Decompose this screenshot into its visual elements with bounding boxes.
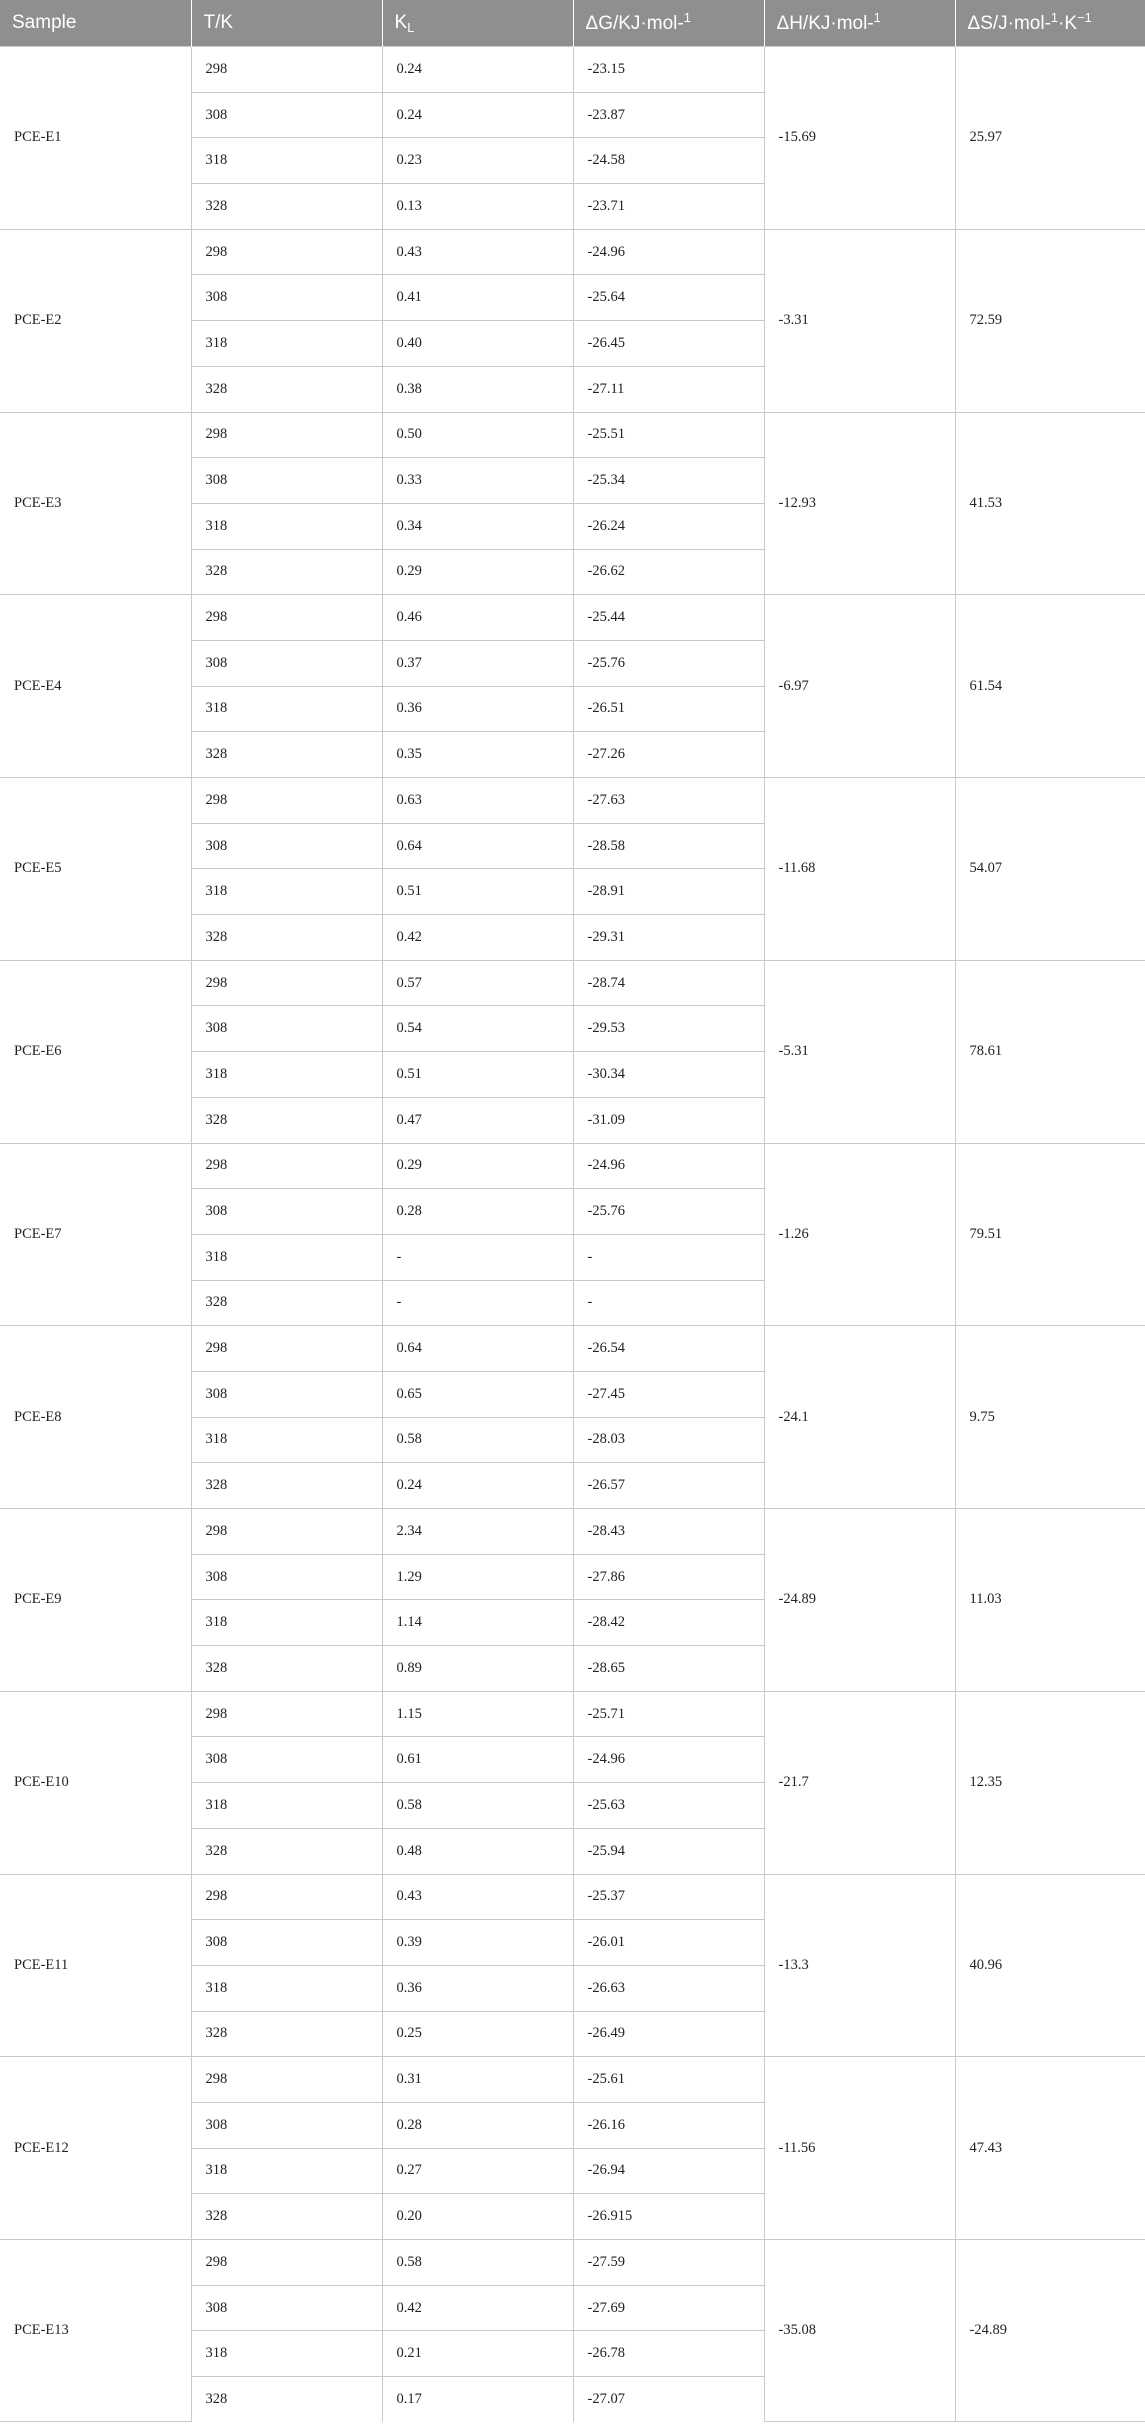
delta-g-cell: -24.96	[573, 229, 764, 275]
delta-g-cell: -26.63	[573, 1965, 764, 2011]
kl-cell: 0.17	[382, 2377, 573, 2422]
kl-cell: 0.48	[382, 1828, 573, 1874]
table-row	[0, 1874, 1145, 1920]
temperature-cell: 328	[191, 2194, 382, 2240]
delta-g-cell: -30.34	[573, 1052, 764, 1098]
sample-name-cell: PCE-E12	[0, 2057, 191, 2240]
delta-g-cell: -25.63	[573, 1783, 764, 1829]
kl-cell: 0.50	[382, 412, 573, 458]
kl-cell: 0.38	[382, 366, 573, 412]
delta-g-cell: -26.49	[573, 2011, 764, 2057]
delta-h-cell: -6.97	[764, 595, 955, 778]
delta-g-cell: -28.42	[573, 1600, 764, 1646]
kl-cell: 0.41	[382, 275, 573, 321]
kl-cell: 0.21	[382, 2331, 573, 2377]
delta-g-cell: -26.62	[573, 549, 764, 595]
delta-h-cell: -5.31	[764, 960, 955, 1143]
table-row	[0, 412, 1145, 458]
kl-cell: 1.14	[382, 1600, 573, 1646]
kl-cell: 0.20	[382, 2194, 573, 2240]
kl-cell: 0.36	[382, 686, 573, 732]
table-body	[0, 47, 1145, 2422]
temperature-cell: 318	[191, 1783, 382, 1829]
kl-cell: 0.25	[382, 2011, 573, 2057]
kl-cell: 0.33	[382, 458, 573, 504]
delta-h-cell: -24.89	[764, 1509, 955, 1692]
kl-cell: 0.63	[382, 778, 573, 824]
header-delta-h: ΔH/KJ·mol-$^1$	[764, 0, 955, 47]
delta-h-cell: -15.69	[764, 47, 955, 230]
kl-cell: 0.64	[382, 1326, 573, 1372]
table-header	[0, 0, 1145, 47]
temperature-cell: 298	[191, 229, 382, 275]
delta-g-cell: -25.44	[573, 595, 764, 641]
delta-s-cell: 41.53	[955, 412, 1145, 595]
kl-cell: 0.51	[382, 869, 573, 915]
kl-cell: 0.57	[382, 960, 573, 1006]
delta-g-cell: -25.37	[573, 1874, 764, 1920]
temperature-cell: 318	[191, 686, 382, 732]
delta-g-cell: -25.76	[573, 1189, 764, 1235]
kl-cell: 0.43	[382, 1874, 573, 1920]
kl-cell: 0.40	[382, 321, 573, 367]
delta-h-cell: -12.93	[764, 412, 955, 595]
kl-cell: 0.42	[382, 915, 573, 961]
delta-g-cell: -26.51	[573, 686, 764, 732]
temperature-cell: 328	[191, 1828, 382, 1874]
temperature-cell: 328	[191, 1097, 382, 1143]
delta-g-cell: -27.59	[573, 2240, 764, 2286]
kl-cell: 0.28	[382, 1189, 573, 1235]
temperature-cell: 318	[191, 321, 382, 367]
delta-g-cell: -26.24	[573, 503, 764, 549]
temperature-cell: 308	[191, 2285, 382, 2331]
temperature-cell: 328	[191, 1463, 382, 1509]
delta-s-cell: 78.61	[955, 960, 1145, 1143]
delta-g-cell: -23.15	[573, 47, 764, 93]
delta-s-cell: 61.54	[955, 595, 1145, 778]
temperature-cell: 298	[191, 2057, 382, 2103]
delta-g-cell: -28.74	[573, 960, 764, 1006]
temperature-cell: 308	[191, 1189, 382, 1235]
delta-g-cell: -	[573, 1280, 764, 1326]
sample-name-cell: PCE-E1	[0, 47, 191, 230]
temperature-cell: 308	[191, 1371, 382, 1417]
delta-g-cell: -25.61	[573, 2057, 764, 2103]
temperature-cell: 318	[191, 1417, 382, 1463]
temperature-cell: 298	[191, 960, 382, 1006]
delta-g-cell: -27.11	[573, 366, 764, 412]
temperature-cell: 298	[191, 412, 382, 458]
temperature-cell: 308	[191, 1006, 382, 1052]
temperature-cell: 328	[191, 2377, 382, 2422]
temperature-cell: 308	[191, 640, 382, 686]
kl-cell: 0.65	[382, 1371, 573, 1417]
delta-g-cell: -24.96	[573, 1143, 764, 1189]
kl-cell: 0.31	[382, 2057, 573, 2103]
kl-cell: 0.58	[382, 1417, 573, 1463]
header-delta-g: ΔG/KJ·mol-$^1$	[573, 0, 764, 47]
temperature-cell: 308	[191, 1737, 382, 1783]
delta-g-cell: -24.58	[573, 138, 764, 184]
temperature-cell: 318	[191, 2331, 382, 2377]
kl-cell: 0.58	[382, 2240, 573, 2286]
delta-g-cell: -28.03	[573, 1417, 764, 1463]
delta-g-cell: -26.57	[573, 1463, 764, 1509]
table-row	[0, 229, 1145, 275]
kl-cell: 0.28	[382, 2102, 573, 2148]
table-row	[0, 2240, 1145, 2286]
temperature-cell: 308	[191, 1554, 382, 1600]
delta-h-cell: -24.1	[764, 1326, 955, 1509]
delta-s-cell: 79.51	[955, 1143, 1145, 1326]
temperature-cell: 298	[191, 2240, 382, 2286]
delta-h-cell: -11.56	[764, 2057, 955, 2240]
temperature-cell: 308	[191, 2102, 382, 2148]
header-row	[0, 0, 1145, 47]
kl-cell: 0.54	[382, 1006, 573, 1052]
delta-g-cell: -25.64	[573, 275, 764, 321]
sample-name-cell: PCE-E10	[0, 1691, 191, 1874]
temperature-cell: 298	[191, 778, 382, 824]
delta-g-cell: -29.31	[573, 915, 764, 961]
delta-h-cell: -11.68	[764, 778, 955, 961]
table-row	[0, 47, 1145, 93]
kl-cell: 0.24	[382, 1463, 573, 1509]
temperature-cell: 298	[191, 1691, 382, 1737]
delta-g-cell: -24.96	[573, 1737, 764, 1783]
delta-g-cell: -26.16	[573, 2102, 764, 2148]
delta-g-cell: -23.71	[573, 184, 764, 230]
delta-g-cell: -27.86	[573, 1554, 764, 1600]
temperature-cell: 328	[191, 366, 382, 412]
kl-cell: 0.61	[382, 1737, 573, 1783]
temperature-cell: 308	[191, 823, 382, 869]
kl-cell: 0.42	[382, 2285, 573, 2331]
sample-name-cell: PCE-E11	[0, 1874, 191, 2057]
temperature-cell: 318	[191, 138, 382, 184]
kl-cell: 2.34	[382, 1509, 573, 1555]
table-row	[0, 1143, 1145, 1189]
delta-s-cell: 9.75	[955, 1326, 1145, 1509]
kl-cell: 0.35	[382, 732, 573, 778]
table-row	[0, 778, 1145, 824]
header-kl: $K_L$	[382, 0, 573, 47]
delta-s-cell: 25.97	[955, 47, 1145, 230]
temperature-cell: 318	[191, 1965, 382, 2011]
temperature-cell: 298	[191, 595, 382, 641]
delta-g-cell: -26.01	[573, 1920, 764, 1966]
delta-g-cell: -26.94	[573, 2148, 764, 2194]
delta-g-cell: -29.53	[573, 1006, 764, 1052]
delta-g-cell: -27.69	[573, 2285, 764, 2331]
temperature-cell: 328	[191, 1646, 382, 1692]
temperature-cell: 298	[191, 47, 382, 93]
header-sample: Sample	[0, 0, 191, 47]
delta-g-cell: -28.91	[573, 869, 764, 915]
delta-g-cell: -25.34	[573, 458, 764, 504]
sample-name-cell: PCE-E7	[0, 1143, 191, 1326]
sample-name-cell: PCE-E8	[0, 1326, 191, 1509]
temperature-cell: 328	[191, 915, 382, 961]
delta-g-cell: -28.58	[573, 823, 764, 869]
delta-h-cell: -3.31	[764, 229, 955, 412]
delta-h-cell: -21.7	[764, 1691, 955, 1874]
delta-g-cell: -25.71	[573, 1691, 764, 1737]
delta-s-cell: 12.35	[955, 1691, 1145, 1874]
kl-cell: 0.64	[382, 823, 573, 869]
delta-g-cell: -26.54	[573, 1326, 764, 1372]
temperature-cell: 308	[191, 458, 382, 504]
kl-cell: 0.29	[382, 549, 573, 595]
temperature-cell: 328	[191, 549, 382, 595]
delta-g-cell: -27.45	[573, 1371, 764, 1417]
sample-name-cell: PCE-E9	[0, 1509, 191, 1692]
table-row	[0, 1509, 1145, 1555]
sample-name-cell: PCE-E13	[0, 2240, 191, 2422]
table-row	[0, 2057, 1145, 2103]
kl-cell: 0.13	[382, 184, 573, 230]
header-temperature: T/K	[191, 0, 382, 47]
table-row	[0, 595, 1145, 641]
kl-cell: 1.29	[382, 1554, 573, 1600]
temperature-cell: 328	[191, 184, 382, 230]
sample-name-cell: PCE-E6	[0, 960, 191, 1143]
table-row	[0, 1691, 1145, 1737]
sample-name-cell: PCE-E4	[0, 595, 191, 778]
delta-h-cell: -13.3	[764, 1874, 955, 2057]
kl-cell: -	[382, 1234, 573, 1280]
delta-g-cell: -27.63	[573, 778, 764, 824]
kl-cell: 0.36	[382, 1965, 573, 2011]
table-row	[0, 1326, 1145, 1372]
temperature-cell: 308	[191, 275, 382, 321]
temperature-cell: 318	[191, 1600, 382, 1646]
sample-name-cell: PCE-E5	[0, 778, 191, 961]
temperature-cell: 328	[191, 1280, 382, 1326]
delta-g-cell: -26.45	[573, 321, 764, 367]
kl-cell: 0.29	[382, 1143, 573, 1189]
delta-g-cell: -25.94	[573, 1828, 764, 1874]
delta-s-cell: 40.96	[955, 1874, 1145, 2057]
kl-cell: 0.34	[382, 503, 573, 549]
temperature-cell: 308	[191, 92, 382, 138]
delta-g-cell: -25.51	[573, 412, 764, 458]
temperature-cell: 298	[191, 1509, 382, 1555]
kl-cell: 0.51	[382, 1052, 573, 1098]
delta-g-cell: -28.43	[573, 1509, 764, 1555]
kl-cell: 1.15	[382, 1691, 573, 1737]
kl-cell: 0.46	[382, 595, 573, 641]
kl-cell: 0.23	[382, 138, 573, 184]
temperature-cell: 298	[191, 1874, 382, 1920]
temperature-cell: 328	[191, 2011, 382, 2057]
delta-g-cell: -27.07	[573, 2377, 764, 2422]
delta-s-cell: 47.43	[955, 2057, 1145, 2240]
kl-cell: 0.47	[382, 1097, 573, 1143]
delta-g-cell: -28.65	[573, 1646, 764, 1692]
delta-g-cell: -23.87	[573, 92, 764, 138]
kl-cell: 0.24	[382, 92, 573, 138]
delta-s-cell: 72.59	[955, 229, 1145, 412]
temperature-cell: 298	[191, 1326, 382, 1372]
delta-g-cell: -27.26	[573, 732, 764, 778]
sample-name-cell: PCE-E2	[0, 229, 191, 412]
temperature-cell: 318	[191, 869, 382, 915]
table-row	[0, 960, 1145, 1006]
delta-g-cell: -	[573, 1234, 764, 1280]
kl-cell: 0.39	[382, 1920, 573, 1966]
temperature-cell: 308	[191, 1920, 382, 1966]
header-delta-s: $\Delta S/J\cdot mol-^1\cdot K^{-1}$	[955, 0, 1145, 47]
delta-s-cell: 11.03	[955, 1509, 1145, 1692]
kl-cell: 0.37	[382, 640, 573, 686]
temperature-cell: 318	[191, 2148, 382, 2194]
kl-cell: -	[382, 1280, 573, 1326]
temperature-cell: 328	[191, 732, 382, 778]
delta-g-cell: -26.78	[573, 2331, 764, 2377]
kl-cell: 0.27	[382, 2148, 573, 2194]
delta-g-cell: -31.09	[573, 1097, 764, 1143]
temperature-cell: 298	[191, 1143, 382, 1189]
delta-h-cell: -35.08	[764, 2240, 955, 2422]
kl-cell: 0.89	[382, 1646, 573, 1692]
sample-name-cell: PCE-E3	[0, 412, 191, 595]
kl-cell: 0.43	[382, 229, 573, 275]
kl-cell: 0.58	[382, 1783, 573, 1829]
temperature-cell: 318	[191, 1052, 382, 1098]
delta-s-cell: -24.89	[955, 2240, 1145, 2422]
temperature-cell: 318	[191, 1234, 382, 1280]
delta-g-cell: -26.915	[573, 2194, 764, 2240]
delta-s-cell: 54.07	[955, 778, 1145, 961]
delta-h-cell: -1.26	[764, 1143, 955, 1326]
temperature-cell: 318	[191, 503, 382, 549]
kl-cell: 0.24	[382, 47, 573, 93]
delta-g-cell: -25.76	[573, 640, 764, 686]
